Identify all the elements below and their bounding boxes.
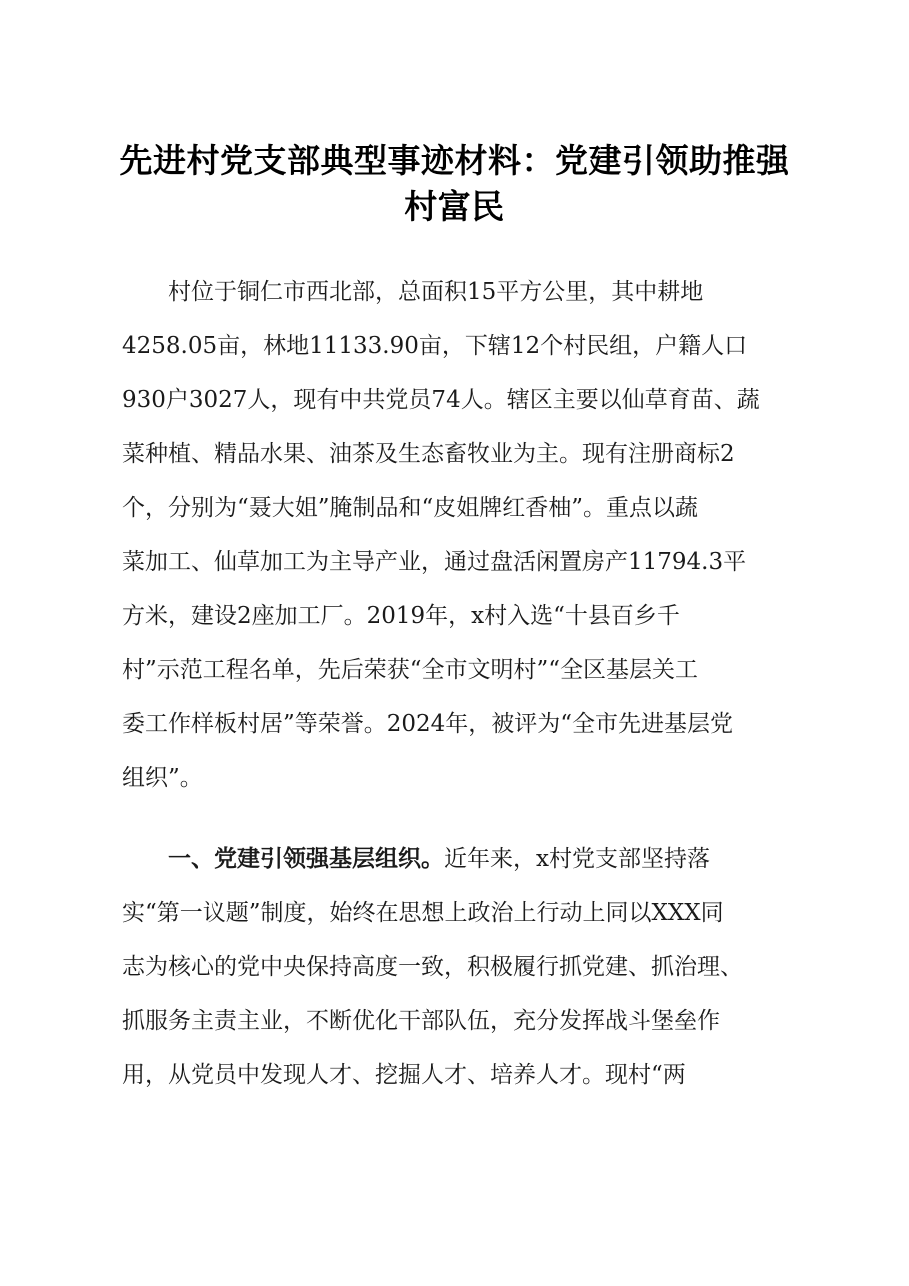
text-line: 菜种植、精品水果、油茶及生态畜牧业为主。现有注册商标2	[122, 441, 735, 467]
section-heading: 一、党建引领强基层组织。	[168, 846, 444, 872]
text-line: 委工作样板村居”等荣誉。2024年，被评为“全市先进基层党	[122, 711, 734, 737]
text-line: 4258.05亩，林地11133.90亩，下辖12个村民组，户籍人口	[122, 333, 748, 359]
text-line: 抓服务主责主业，不断优化干部队伍，充分发挥战斗堡垒作	[122, 1008, 720, 1034]
text-line: 菜加工、仙草加工为主导产业，通过盘活闲置房产11794.3平	[122, 549, 747, 575]
title-line-2: 村富民	[404, 187, 505, 226]
text-line: 实“第一议题”制度，始终在思想上政治上行动上同以XXX同	[122, 900, 724, 926]
text-line: 个，分别为“聂大姐”腌制品和“皮姐牌红香柚”。重点以蔬	[122, 495, 699, 521]
text-line: 志为核心的党中央保持高度一致，积极履行抓党建、抓治理、	[122, 954, 743, 980]
text-line: 用，从党员中发现人才、挖掘人才、培养人才。现村“两	[122, 1062, 686, 1088]
section-first-line	[168, 844, 710, 874]
text-line: 组织”。	[122, 765, 203, 791]
document-title	[100, 138, 809, 230]
section-lead-text: 近年来，x村党支部坚持落	[444, 846, 710, 872]
text-line: 村位于铜仁市西北部，总面积15平方公里，其中耕地	[168, 279, 704, 305]
title-line-1: 先进村党支部典型事迹材料：党建引领助推强	[119, 141, 790, 180]
text-line: 村”示范工程名单，先后荣获“全市文明村”“全区基层关工	[122, 657, 699, 683]
text-line: 方米，建设2座加工厂。2019年，x村入选“十县百乡千	[122, 603, 680, 629]
text-line: 930户3027人，现有中共党员74人。辖区主要以仙草育苗、蔬	[122, 387, 760, 413]
